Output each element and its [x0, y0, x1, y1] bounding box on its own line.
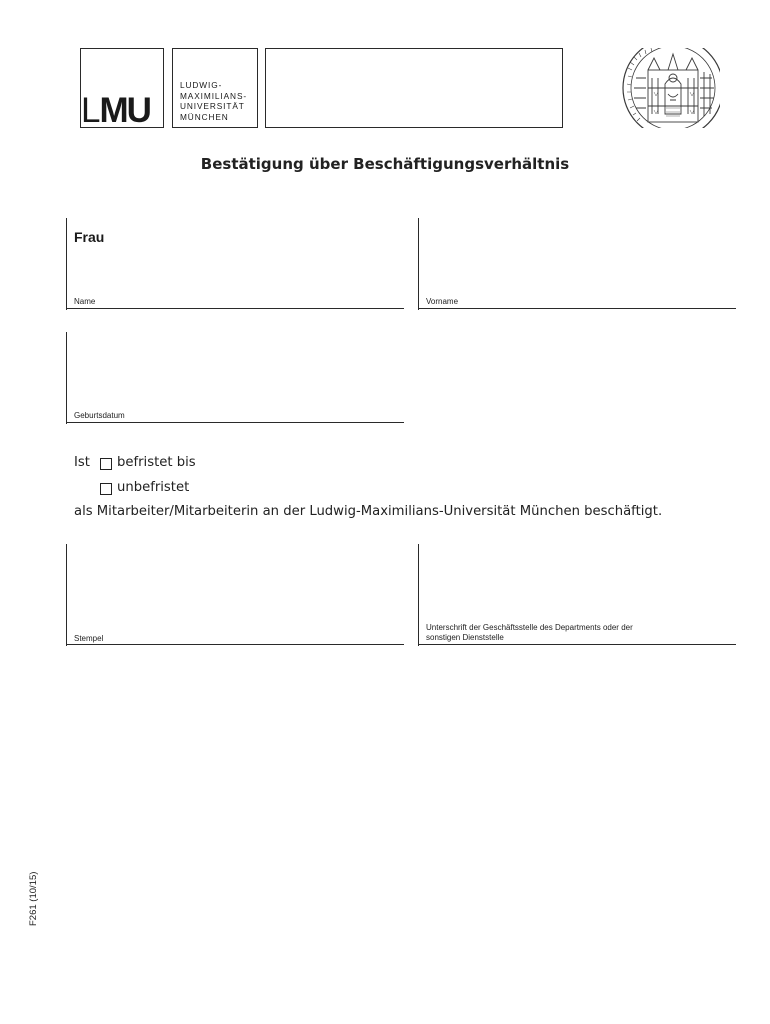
unlimited-checkbox[interactable] — [100, 483, 112, 495]
salutation: Frau — [74, 229, 105, 245]
address-field-box[interactable] — [265, 48, 563, 128]
form-code: F261 (10/15) — [28, 871, 39, 926]
stamp-label: Stempel — [74, 634, 104, 643]
lmu-logo-wordmark: LMU — [81, 91, 150, 130]
employment-statement: als Mitarbeiter/Mitarbeiterin an der Ludwig-Maximilians-Universität München beschäftigt. — [74, 504, 663, 519]
birthdate-label: Geburtsdatum — [74, 411, 125, 420]
birthdate-field[interactable] — [68, 334, 402, 420]
university-seal-icon — [570, 48, 720, 128]
stamp-field-underline — [66, 644, 404, 645]
stamp-field-left-border — [66, 544, 67, 646]
birthdate-field-underline — [66, 422, 404, 423]
name-field-left-border — [66, 218, 67, 310]
signature-field[interactable] — [420, 546, 734, 622]
name-label: Name — [74, 297, 96, 306]
page-title: Bestätigung über Beschäftigungsverhältnis — [200, 155, 570, 173]
unlimited-label: unbefristet — [117, 480, 190, 495]
university-name-box — [172, 48, 258, 128]
name-field-underline — [66, 308, 404, 309]
status-prefix: Ist — [74, 455, 90, 470]
birthdate-field-left-border — [66, 332, 67, 424]
firstname-label: Vorname — [426, 297, 459, 306]
university-name: LUDWIG- MAXIMILIANS- UNIVERSITÄT MÜNCHEN — [180, 80, 248, 122]
firstname-field-underline — [418, 308, 736, 309]
fixed-term-checkbox[interactable] — [100, 458, 112, 470]
signature-label-line2: sonstigen Dienststelle — [426, 633, 504, 642]
name-field[interactable] — [68, 240, 402, 306]
stamp-field[interactable] — [68, 546, 402, 642]
signature-label-line1: Unterschrift der Geschäftsstelle des Departments oder der — [426, 623, 633, 632]
fixed-term-label: befristet bis — [117, 455, 196, 470]
firstname-field[interactable] — [420, 220, 734, 306]
signature-field-left-border — [418, 544, 419, 646]
firstname-field-left-border — [418, 218, 419, 310]
lmu-logo — [80, 48, 164, 128]
signature-field-underline — [418, 644, 736, 645]
